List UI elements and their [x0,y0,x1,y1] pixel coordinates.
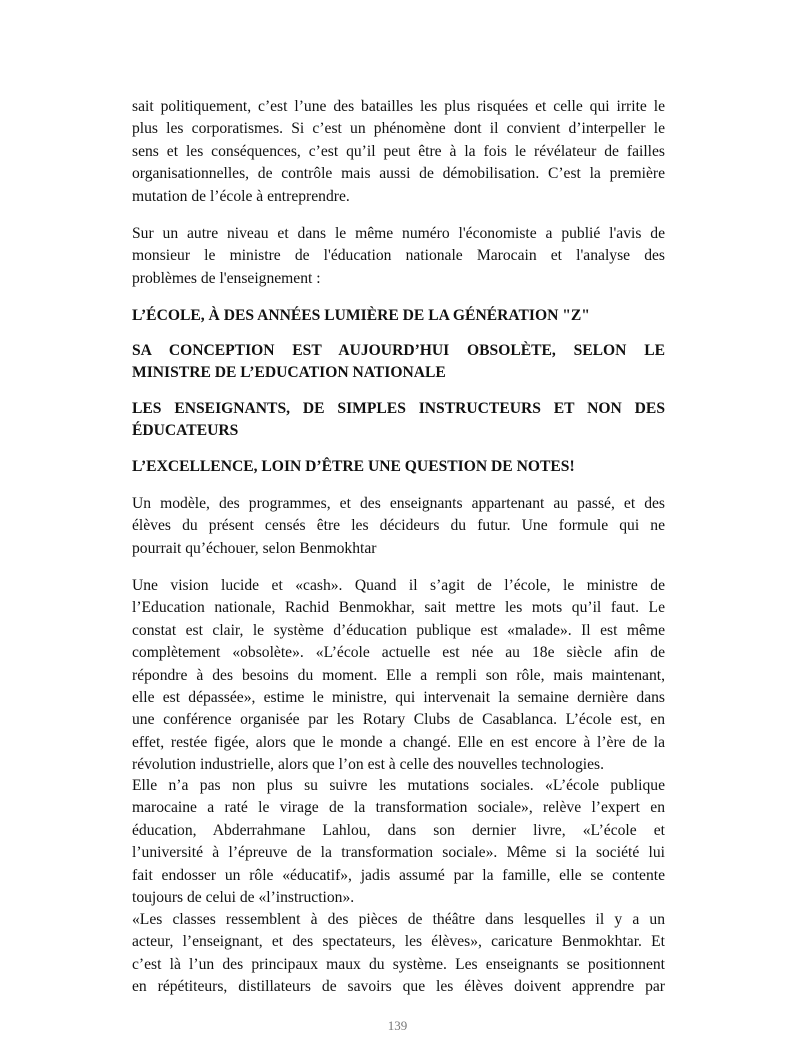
text-line: éducation, Abderrahmane Lahlou, dans son dernier livre, «L’école et [132,821,665,839]
text-line: répondre à des besoins du moment. Elle a rempli son rôle, mais maintenant, [132,666,665,684]
section-heading [132,398,665,443]
text-line: sens et les conséquences, c’est qu’il peut être à la fois le révélateur de failles [132,142,665,160]
text-line: marocaine a raté le virage de la transformation sociale», relève l’expert en [132,799,665,817]
text-line: c’est là l’un des principaux maux du système. Les enseignants se positionnent [132,955,665,973]
text-line: LES ENSEIGNANTS, DE SIMPLES INSTRUCTEURS ET NON DES [132,400,665,417]
text-line: elle est dépassée», estime le ministre, qui intervenait la semaine dernière dans [132,688,665,706]
paragraph [132,96,665,208]
text-line: Un modèle, des programmes, et des enseignants appartenant au passé, et des [132,495,665,512]
text-line: Sur un autre niveau et dans le même numéro l'économiste a publié l'avis de [132,225,665,242]
text-line: une conférence organisée par les Rotary Clubs de Casablanca. L’école est, en [132,711,665,729]
paragraph [132,493,665,560]
text-line: L’EXCELLENCE, LOIN D’ÊTRE UNE QUESTION DE NOTES! [132,458,575,475]
text-line: l’Education nationale, Rachid Benmokhar, sait mettre les mots qu’il faut. Le [132,599,665,617]
text-line: pourrait qu’échouer, selon Benmokhtar [132,539,377,557]
text-line: effet, restée figée, alors que le monde a changé. Elle en est encore à l’ère de la [132,733,665,751]
text-line: «Les classes ressemblent à des pièces de théâtre dans lesquelles il y a un [132,911,665,928]
section-heading [132,305,665,327]
text-line: élèves du présent censés être les décideurs du futur. Une formule qui ne [132,517,665,535]
text-line: L’ÉCOLE, À DES ANNÉES LUMIÈRE DE LA GÉNÉRATION "Z" [132,307,590,324]
text-line: ÉDUCATEURS [132,422,239,440]
text-line: MINISTRE DE L’EDUCATION NATIONALE [132,364,446,382]
text-line: acteur, l’enseignant, et des spectateurs, les élèves», caricature Benmokhtar. Et [132,933,665,951]
text-line: problèmes de l'enseignement : [132,269,321,287]
text-line: SA CONCEPTION EST AUJOURD’HUI OBSOLÈTE, SELON LE [132,342,665,359]
text-line: complètement «obsolète». «L’école actuelle est née au 18e siècle afin de [132,644,665,662]
paragraph [132,223,665,290]
text-line: fait endosser un rôle «éducatif», jadis assumé par la famille, elle se contente [132,866,665,884]
text-line: toujours de celui de «l’instruction». [132,888,355,906]
text-line: Une vision lucide et «cash». Quand il s’agit de l’école, le ministre de [132,577,665,594]
text-line: plus les corporatismes. Si c’est un phénomène dont il convient d’interpeller le [132,120,665,138]
paragraph [132,575,665,777]
text-line: monsieur le ministre de l'éducation nationale Marocain et l'analyse des [132,247,665,265]
text-line: sait politiquement, c’est l’une des batailles les plus risquées et celle qui irrite le [132,98,665,115]
section-heading [132,456,665,478]
text-line: en répétiteurs, distillateurs de savoirs que les élèves doivent apprendre par [132,978,665,996]
text-line: Elle n’a pas non plus su suivre les mutations sociales. «L’école publique [132,777,665,794]
text-line: constat est clair, le système d’éducation publique est «malade». Il est même [132,621,665,639]
text-line: organisationnelles, de contrôle mais aussi de démobilisation. C’est la première [132,165,665,183]
paragraph [132,909,665,999]
text-line: l’université à l’épreuve de la transformation sociale». Même si la société lui [132,844,665,862]
paragraph [132,775,665,909]
page-number: 139 [387,1018,408,1033]
text-line: mutation de l’école à entreprendre. [132,187,350,205]
text-line: révolution industrielle, alors que l’on est à celle des nouvelles technologies. [132,756,605,774]
section-heading [132,340,665,385]
